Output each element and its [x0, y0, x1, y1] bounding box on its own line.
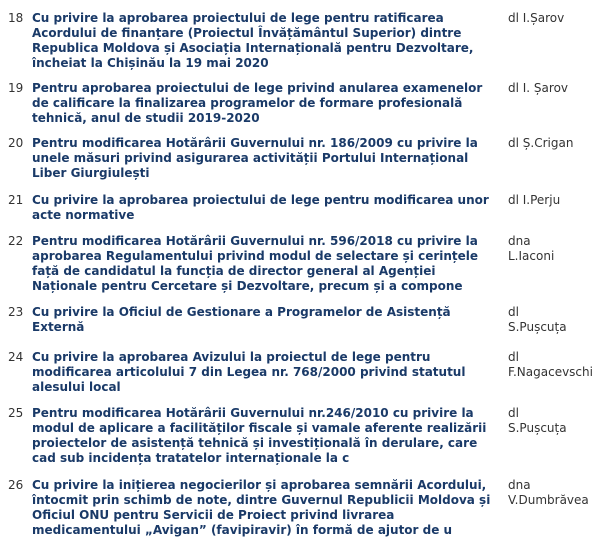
item-responsible: dl I.Perju: [508, 193, 561, 207]
item-title-link[interactable]: Pentru modificarea Hotărârii Guvernului nr. 186/2009 cu privire la unele măsuri privind asigurarea activității Portului Internațional Liber Giurgiulești: [32, 136, 478, 180]
item-responsible: dna L.Iaconi: [508, 234, 555, 263]
item-responsible: dl S.Pușcuța: [508, 406, 567, 435]
item-responsible: dl I.Șarov: [508, 11, 565, 25]
item-number: 20: [8, 136, 24, 150]
item-responsible: dl I. Șarov: [508, 81, 569, 95]
item-number: 26: [8, 478, 24, 492]
item-number: 22: [8, 234, 24, 248]
item-number: 24: [8, 350, 24, 364]
item-number: 21: [8, 193, 24, 207]
item-responsible: dna V.Dumbrăvea: [508, 478, 589, 507]
item-title-link[interactable]: Pentru modificarea Hotărârii Guvernului nr. 596/2018 cu privire la aprobarea Regulamentului privind modul de selectare și cerințele față de candidatul la funcția de director general al Agenției Naționale pentru Cercetare și Dezvoltare, precum și a compone: [32, 234, 479, 293]
item-title-link[interactable]: Cu privire la aprobarea proiectului de lege pentru ratificarea Acordului de finanțare (Proiectul Învățământul Superior) dintre Republica Moldova și Asociația Internațională pentru Dezvoltare, încheiat la Chișinău la 19 mai 2020: [32, 11, 474, 70]
item-title-link[interactable]: Cu privire la inițierea negocierilor și aprobarea semnării Acordului, întocmit prin schimb de note, dintre Guvernul Republicii Moldova și Oficiul ONU pentru Servicii de Proiect privind livrarea medicamentului „Avigan” (favipiravir) în formă de ajutor de u: [32, 478, 491, 537]
item-number: 23: [8, 305, 24, 319]
item-number: 19: [8, 81, 24, 95]
item-number: 18: [8, 11, 24, 25]
item-title-link[interactable]: Cu privire la aprobarea proiectului de lege pentru modificarea unor acte normative: [32, 193, 489, 222]
item-responsible: dl S.Pușcuța: [508, 305, 567, 334]
item-title-link[interactable]: Pentru aprobarea proiectului de lege privind anularea examenelor de calificare la finalizarea programelor de formare profesională tehnică, anul de studii 2019-2020: [32, 81, 483, 125]
item-title-link[interactable]: Pentru modificarea Hotărârii Guvernului nr.246/2010 cu privire la modul de aplicare a facilităților fiscale și vamale aferente realizării proiectelor de asistență tehnică și investițională în derulare, care cad sub incidența tratatelor internaționale la c: [32, 406, 487, 465]
item-title-link[interactable]: Cu privire la Oficiul de Gestionare a Programelor de Asistență Externă: [32, 305, 451, 334]
item-responsible: dl Ș.Crigan: [508, 136, 574, 150]
item-title-link[interactable]: Cu privire la aprobarea Avizului la proiectul de lege pentru modificarea articolului 7 din Legea nr. 768/2000 privind statutul alesului local: [32, 350, 466, 394]
item-number: 25: [8, 406, 24, 420]
item-responsible: dl F.Nagacevschi: [508, 350, 593, 379]
